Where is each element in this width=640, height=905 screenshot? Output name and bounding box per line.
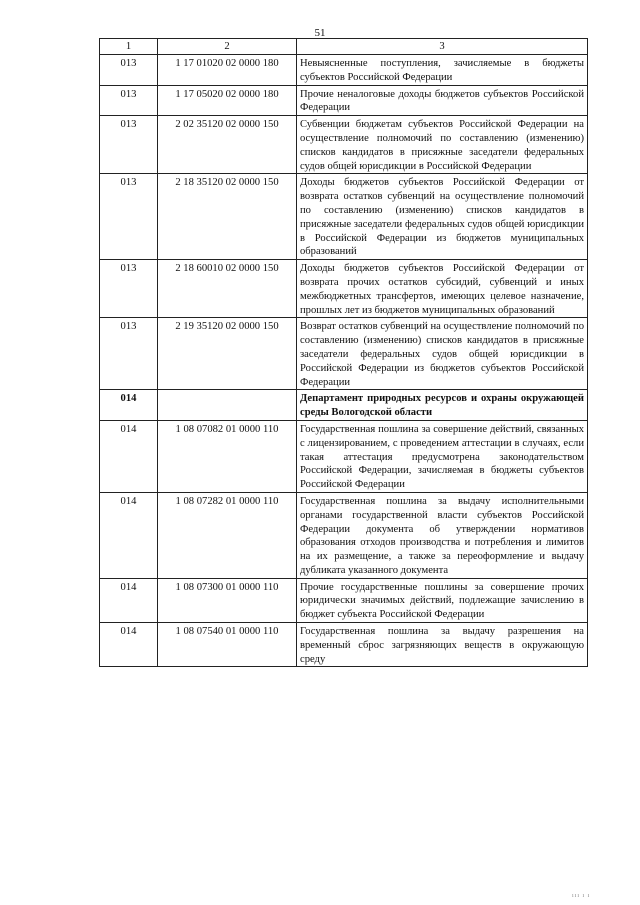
budget-code-cell: 1 17 05020 02 0000 180 (158, 85, 297, 116)
budget-code-cell: 1 08 07082 01 0000 110 (158, 420, 297, 492)
revenue-name-cell: Государственная пошлина за выдачу исполнительными органами государственной власти субъектов Российской Федерации документа об утверждении нормативов образования отходов производства и потребления и лимитов на их размещение, а также за переоформление и выдачу дубликата указанного документа (297, 492, 588, 578)
budget-code-cell: 1 08 07540 01 0000 110 (158, 623, 297, 667)
table-row (100, 578, 588, 622)
budget-code-cell: 1 17 01020 02 0000 180 (158, 55, 297, 86)
table-row (100, 623, 588, 667)
table-row (100, 318, 588, 390)
admin-code-cell: 013 (100, 318, 158, 390)
budget-revenue-table (99, 38, 588, 667)
admin-code-cell: 013 (100, 55, 158, 86)
admin-code-cell: 013 (100, 116, 158, 174)
table-row (100, 85, 588, 116)
budget-code-cell: 2 18 60010 02 0000 150 (158, 260, 297, 318)
scan-footer-mark: ııı ı ı (572, 893, 591, 899)
budget-code-cell: 1 08 07300 01 0000 110 (158, 578, 297, 622)
revenue-name-cell: Прочие неналоговые доходы бюджетов субъектов Российской Федерации (297, 85, 588, 116)
admin-code-cell: 013 (100, 174, 158, 260)
revenue-name-cell: Прочие государственные пошлины за совершение прочих юридически значимых действий, подлежащие зачислению в бюджет субъекта Российской Федерации (297, 578, 588, 622)
admin-code-cell: 013 (100, 260, 158, 318)
revenue-name-cell: Доходы бюджетов субъектов Российской Федерации от возврата остатков субвенций на осуществление полномочий по составлению (изменению) списков кандидатов в присяжные заседатели федеральных судов общей юрисдикции в Российской Федерации из бюджетов муниципальных образований (297, 174, 588, 260)
admin-code-cell: 014 (100, 623, 158, 667)
revenue-name-cell: Государственная пошлина за выдачу разрешения на временный сброс загрязняющих веществ в окружающую среду (297, 623, 588, 667)
revenue-name-cell: Субвенции бюджетам субъектов Российской Федерации на осуществление полномочий по составлению (изменению) списков кандидатов в присяжные заседатели федеральных судов общей юрисдикции в Российской Федерации (297, 116, 588, 174)
admin-code-cell: 014 (100, 578, 158, 622)
table-row (100, 174, 588, 260)
table-row (100, 492, 588, 578)
budget-code-cell (158, 390, 297, 421)
budget-code-cell: 2 19 35120 02 0000 150 (158, 318, 297, 390)
revenue-name-cell: Возврат остатков субвенций на осуществление полномочий по составлению (изменению) списков кандидатов в присяжные заседатели федеральных судов общей юрисдикции в Российской Федерации из бюджетов субъектов Российской Федерации (297, 318, 588, 390)
revenue-name-cell: Доходы бюджетов субъектов Российской Федерации от возврата прочих остатков субсидий, субвенций и иных межбюджетных трансфертов, имеющих целевое назначение, прошлых лет из бюджетов муниципальных образований (297, 260, 588, 318)
budget-code-cell: 1 08 07282 01 0000 110 (158, 492, 297, 578)
table-header-row (100, 39, 588, 55)
budget-code-cell: 2 18 35120 02 0000 150 (158, 174, 297, 260)
column-header-1: 1 (100, 39, 158, 55)
table-row (100, 116, 588, 174)
budget-code-cell: 2 02 35120 02 0000 150 (158, 116, 297, 174)
revenue-name-cell: Департамент природных ресурсов и охраны окружающей среды Вологодской области (297, 390, 588, 421)
table-row (100, 420, 588, 492)
page-number: 51 (314, 27, 326, 39)
admin-code-cell: 014 (100, 492, 158, 578)
admin-code-cell: 014 (100, 420, 158, 492)
revenue-name-cell: Государственная пошлина за совершение действий, связанных с лицензированием, с проведением аттестации в случаях, если такая аттестация предусмотрена законодательством Российской Федерации, зачисляемая в бюджеты субъектов Российской Федерации (297, 420, 588, 492)
column-header-2: 2 (158, 39, 297, 55)
column-header-3: 3 (297, 39, 588, 55)
table-row (100, 55, 588, 86)
department-header-row (100, 390, 588, 421)
table-row (100, 260, 588, 318)
admin-code-cell: 013 (100, 85, 158, 116)
revenue-name-cell: Невыясненные поступления, зачисляемые в бюджеты субъектов Российской Федерации (297, 55, 588, 86)
admin-code-cell: 014 (100, 390, 158, 421)
